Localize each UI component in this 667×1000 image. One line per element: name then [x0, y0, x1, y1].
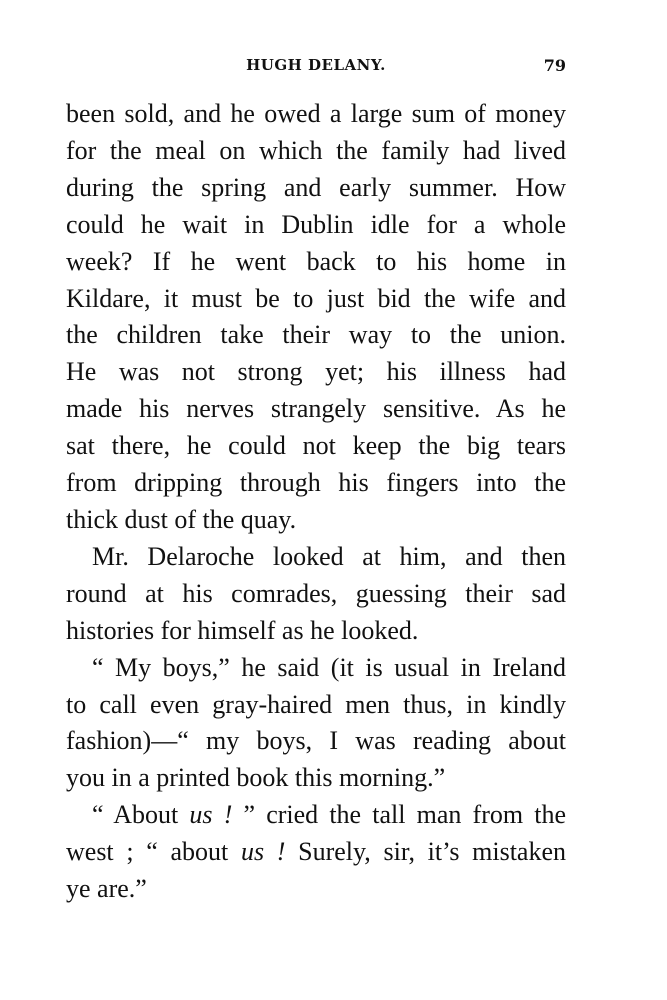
text-line: He was not strong yet; his illness had — [66, 357, 566, 387]
running-title: HUGH DELANY. — [246, 56, 386, 74]
text-line — [66, 797, 566, 834]
page-number: 79 — [543, 56, 566, 75]
text-line: Mr. Delaroche looked at him, and then — [92, 541, 566, 571]
page-body — [66, 96, 566, 908]
text-line: for the meal on which the family had lived — [66, 135, 566, 165]
text-line — [66, 834, 566, 871]
text-line: histories for himself as he looked. — [66, 615, 419, 645]
text-line: made his nerves strangely sensitive. As he — [66, 394, 566, 424]
text-run: Surely, sir, it’s mistaken — [285, 837, 566, 867]
text-line: sat there, he could not keep the big tears — [66, 431, 566, 461]
running-header — [66, 56, 566, 80]
paragraph-1 — [66, 96, 566, 539]
emphasis-text: us ! — [240, 837, 286, 867]
text-line: fashion)—“ my boys, I was reading about — [66, 726, 566, 756]
paragraph-4 — [66, 797, 566, 908]
text-line: you in a printed book this morning.” — [66, 763, 446, 793]
paragraph-2 — [66, 539, 566, 650]
text-line: round at his comrades, guessing their sad — [66, 578, 566, 608]
text-run: west ; “ about — [66, 837, 241, 867]
emphasis-text: us ! — [189, 800, 233, 830]
text-run: ” cried the tall man from the — [232, 800, 566, 830]
text-line: Kildare, it must be to just bid the wife and — [66, 283, 566, 313]
text-line: “ My boys,” he said (it is usual in Ireland — [92, 652, 566, 682]
text-line: thick dust of the quay. — [66, 504, 297, 534]
text-line: been sold, and he owed a large sum of money — [66, 99, 566, 128]
text-line: the children take their way to the union. — [66, 320, 566, 350]
text-run: ye are.” — [66, 874, 147, 904]
text-run: “ About — [92, 800, 190, 830]
text-line: during the spring and early summer. How — [66, 172, 566, 202]
text-line: could he wait in Dublin idle for a whole — [66, 209, 566, 239]
text-line: week? If he went back to his home in — [66, 246, 566, 276]
text-line: to call even gray-haired men thus, in kindly — [66, 689, 566, 719]
paragraph-3 — [66, 650, 566, 798]
text-line: from dripping through his fingers into the — [66, 468, 566, 498]
text-line — [66, 871, 566, 908]
